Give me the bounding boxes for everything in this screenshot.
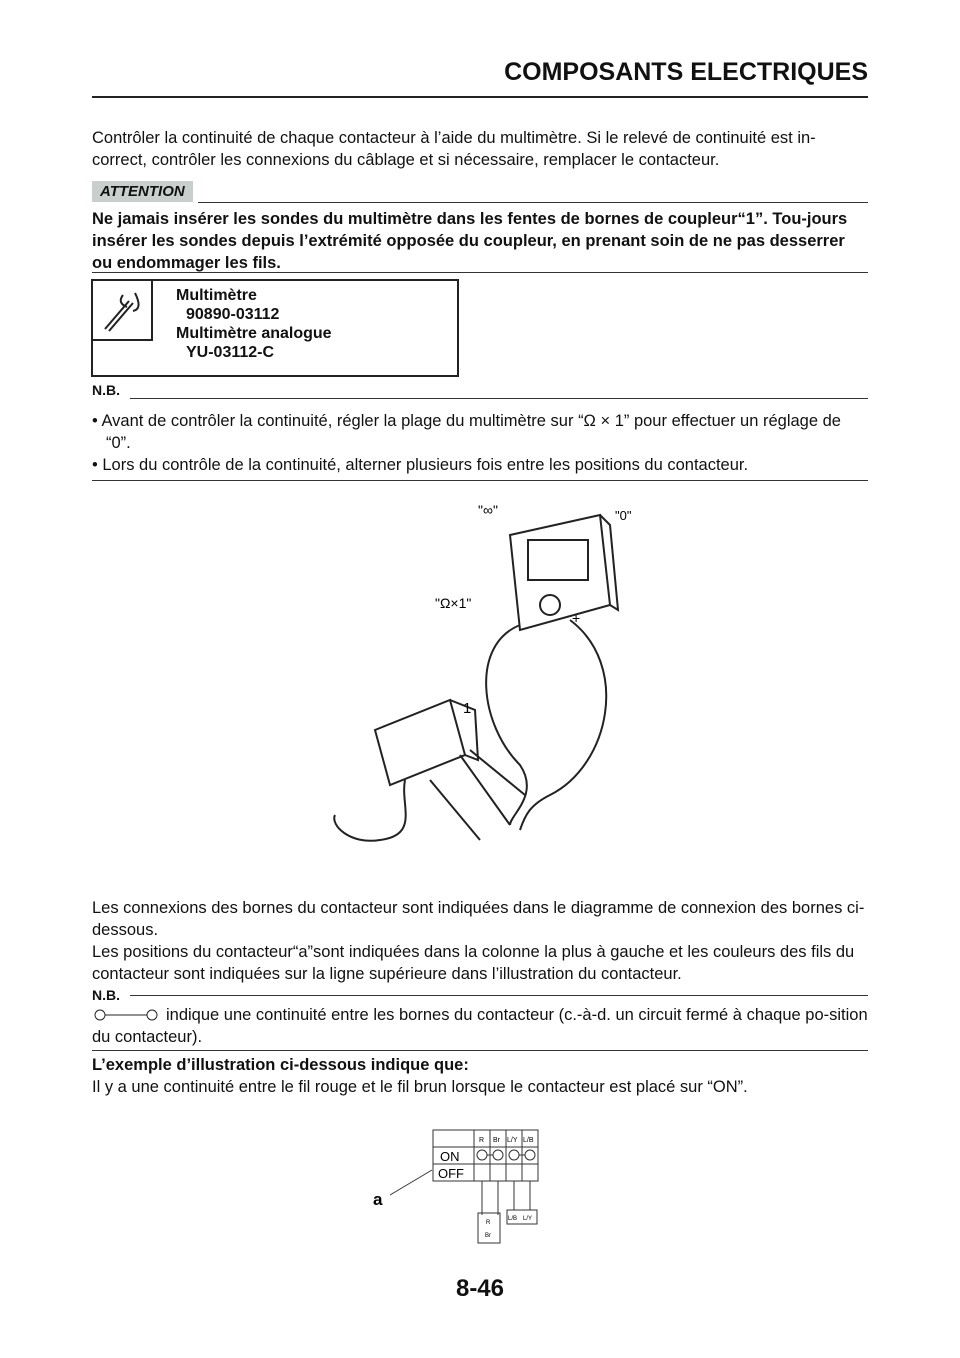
infinity-label: "∞" bbox=[478, 502, 498, 518]
positions-text: Les positions du contacteur“a”sont indiquées dans la colonne la plus à gauche et les couleurs des fils du contacteur sont indiquées sur la ligne supérieure dans l’illustration du contacteur. bbox=[92, 943, 855, 983]
divider bbox=[92, 1050, 868, 1051]
row-on: ON bbox=[440, 1149, 460, 1164]
multimeter-tool-icon bbox=[91, 279, 153, 341]
connector-label: L/Y bbox=[523, 1216, 533, 1222]
example-heading: L’exemple d’illustration ci-dessous indique que: bbox=[92, 1056, 469, 1074]
tool-number: YU-03112-C bbox=[186, 344, 275, 361]
tool-list bbox=[176, 286, 332, 362]
page-title: COMPOSANTS ELECTRIQUES bbox=[504, 58, 868, 86]
row-off: OFF bbox=[438, 1166, 464, 1181]
divider bbox=[130, 398, 868, 399]
divider bbox=[198, 202, 868, 203]
connector-label: R bbox=[486, 1220, 491, 1226]
tool-number: 90890-03112 bbox=[186, 306, 280, 323]
range-label: "Ω×1" bbox=[435, 595, 472, 611]
col-header: L/B bbox=[523, 1137, 534, 1144]
attention-text: Ne jamais insérer les sondes du multimètre dans les fentes de bornes de coupleur“1”. Tou-jours insérer les sondes depuis l’extrémité opposée du coupleur, en prenant soin de ne pas desserrer ou endommager les fils. bbox=[92, 210, 848, 272]
page-number: 8-46 bbox=[455, 1275, 505, 1302]
divider bbox=[92, 96, 868, 98]
example-text: Il y a une continuité entre le fil rouge et le fil brun lorsque le contacteur est placé sur “ON”. bbox=[92, 1078, 748, 1096]
zero-label: "0" bbox=[615, 508, 632, 523]
switch-diagram bbox=[370, 1120, 550, 1250]
coupler-callout: 1 bbox=[463, 700, 472, 717]
col-header: L/Y bbox=[507, 1137, 518, 1144]
connector-label: L/B bbox=[508, 1216, 518, 1222]
attention-label: ATTENTION bbox=[92, 181, 193, 202]
multimeter-illustration bbox=[310, 495, 660, 895]
tool-name: Multimètre bbox=[176, 287, 257, 304]
nb-label: N.B. bbox=[92, 382, 120, 398]
divider bbox=[130, 995, 868, 996]
switch-callout: a bbox=[373, 1190, 383, 1209]
col-header: R bbox=[479, 1137, 485, 1144]
connector-label: Br bbox=[485, 1233, 491, 1239]
plus-label: + bbox=[572, 610, 581, 626]
divider bbox=[92, 272, 868, 273]
nb-item: • Lors du contrôle de la continuité, alterner plusieurs fois entre les positions du contacteur. bbox=[92, 456, 749, 474]
nb-label: N.B. bbox=[92, 987, 120, 1003]
intro-text: Contrôler la continuité de chaque contacteur à l’aide du multimètre. Si le relevé de continuité est in-correct, contrôler les connexions du câblage et si nécessaire, remplacer le contacteur. bbox=[92, 129, 816, 169]
connection-text: Les connexions des bornes du contacteur sont indiquées dans le diagramme de connexion des bornes ci-dessous. bbox=[92, 899, 865, 939]
tool-name: Multimètre analogue bbox=[176, 325, 332, 342]
nb-text: indique une continuité entre les bornes du contacteur (c.-à-d. un circuit fermé à chaque po-sition du contacteur). bbox=[92, 1006, 868, 1046]
nb-item: • Avant de contrôler la continuité, régler la plage du multimètre sur “Ω × 1” pour effectuer un réglage de “0”. bbox=[92, 412, 841, 452]
divider bbox=[92, 480, 868, 481]
col-header: Br bbox=[493, 1137, 500, 1144]
connection-paragraphs bbox=[92, 897, 868, 985]
